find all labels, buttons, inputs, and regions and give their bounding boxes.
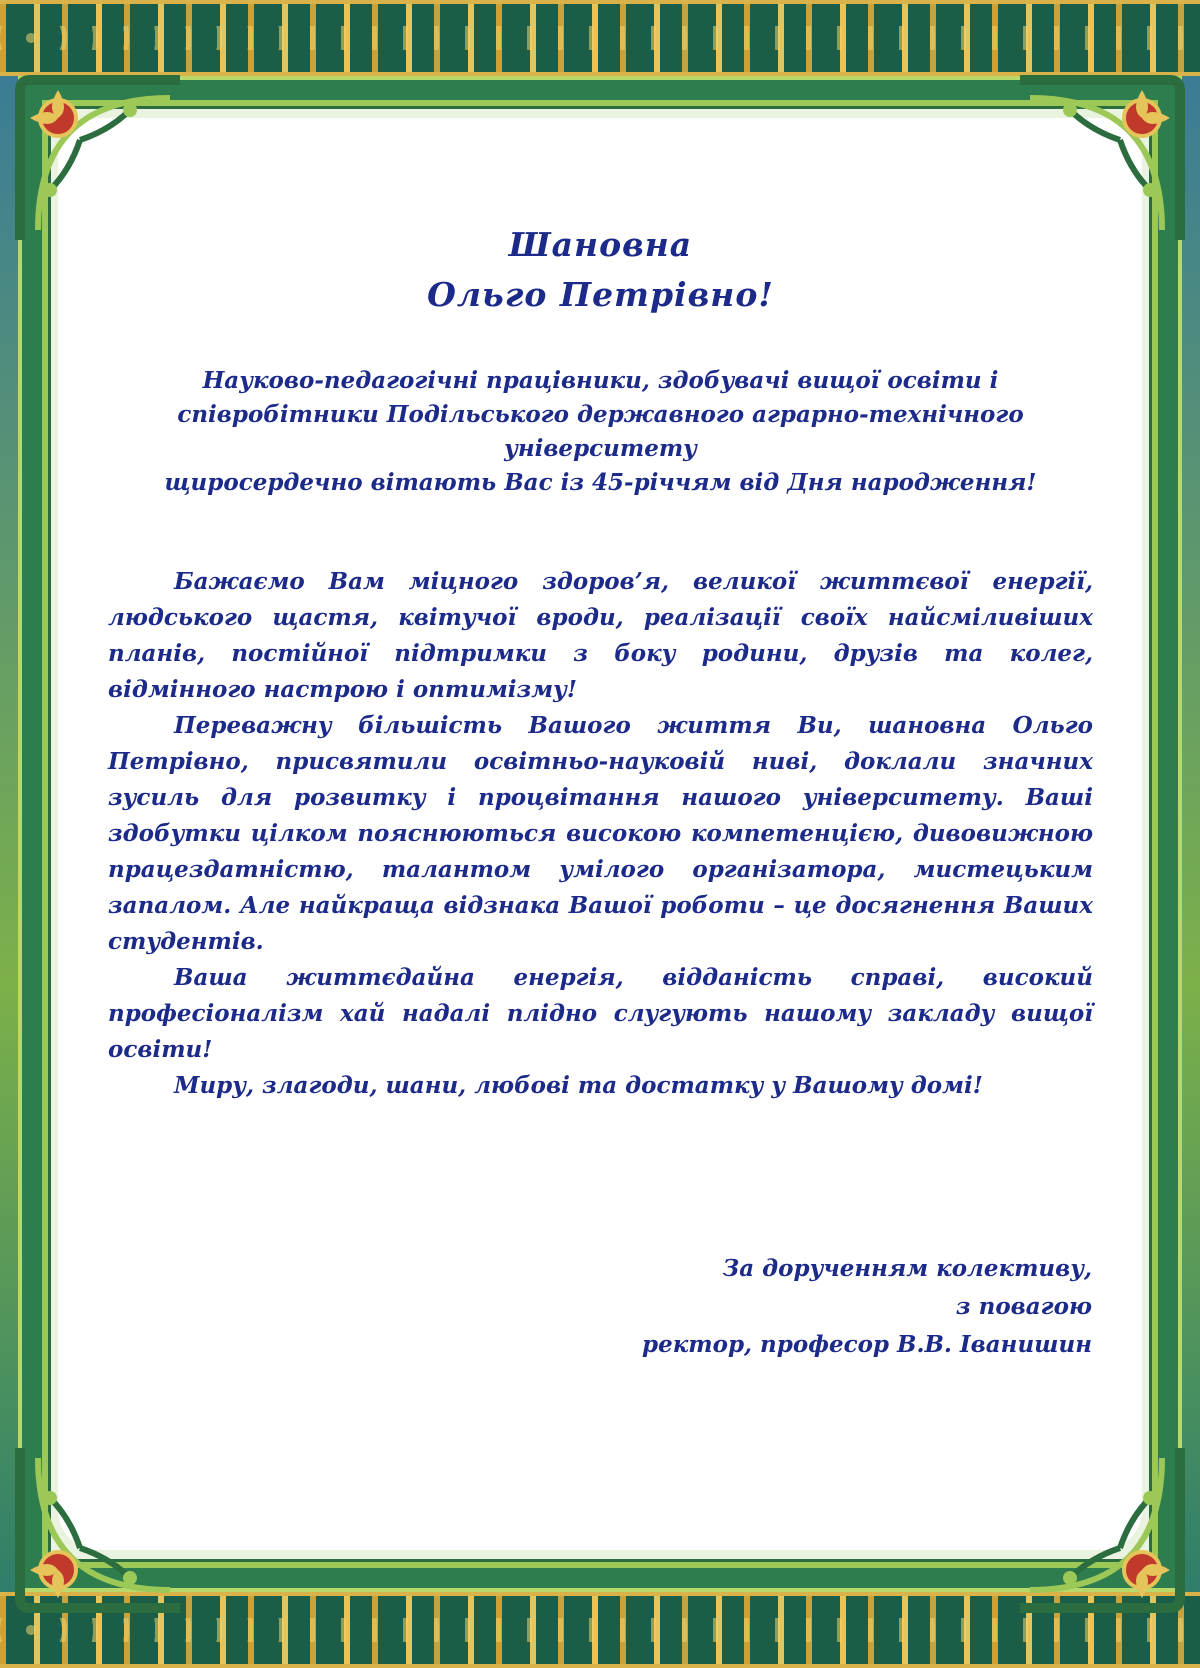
body-paragraph-closing: Миру, злагоди, шани, любові та достатку у Вашому домі! — [174, 1072, 983, 1099]
signature-block — [642, 1250, 1092, 1364]
letter-body — [108, 564, 1093, 1104]
letter-content — [108, 220, 1093, 1104]
greeting — [108, 220, 1093, 320]
signature-line-1: За дорученням колективу, — [722, 1255, 1092, 1282]
body-paragraph-career: Переважну більшість Вашого життя Ви, шановна Ольго Петрівно, присвятили освітньо-науковій ниві, доклали значних зусиль для розвитку і процвітання нашого університету. Ваші здобутки цілком пояснюються високою компетенцією, дивовижною працездатністю, талантом умілого організатора, мистецьким запалом. Але найкраща відзнака Вашої роботи – це досягнення Ваших студентів. — [108, 712, 1093, 955]
signature-line-2: з повагою — [955, 1293, 1092, 1320]
right-side-band — [1182, 76, 1200, 1592]
intro-paragraph — [108, 364, 1093, 500]
intro-line-3: університету — [504, 435, 697, 462]
intro-line-2: співробітники Подільського державного аграрно-технічного — [177, 401, 1024, 428]
greeting-line-1: Шановна — [508, 225, 693, 264]
intro-line-1: Науково-педагогічні працівники, здобувачі вищої освіти і — [202, 367, 999, 394]
body-paragraph-energy: Ваша життєдайна енергія, відданість справі, високий професіоналізм хай надалі плідно слугують нашому закладу вищої освіти! — [108, 964, 1093, 1063]
left-side-band — [0, 76, 18, 1592]
corner-ornament-icon — [10, 1438, 190, 1618]
intro-line-4: щиросердечно вітають Вас із 45-річчям від Дня народження! — [164, 469, 1037, 496]
signature-line-3: ректор, професор В.В. Іванишин — [642, 1331, 1092, 1358]
corner-ornament-icon — [1010, 1438, 1190, 1618]
top-ornament-band — [0, 0, 1200, 76]
body-paragraph-wishes: Бажаємо Вам міцного здоров’я, великої життєвої енергії, людського щастя, квітучої вроди, реалізації своїх найсміливіших планів, постійної підтримки з боку родини, друзів та колег, відмінного настрою і оптимізму! — [108, 568, 1093, 703]
greeting-line-2: Ольго Петрівно! — [427, 275, 774, 314]
